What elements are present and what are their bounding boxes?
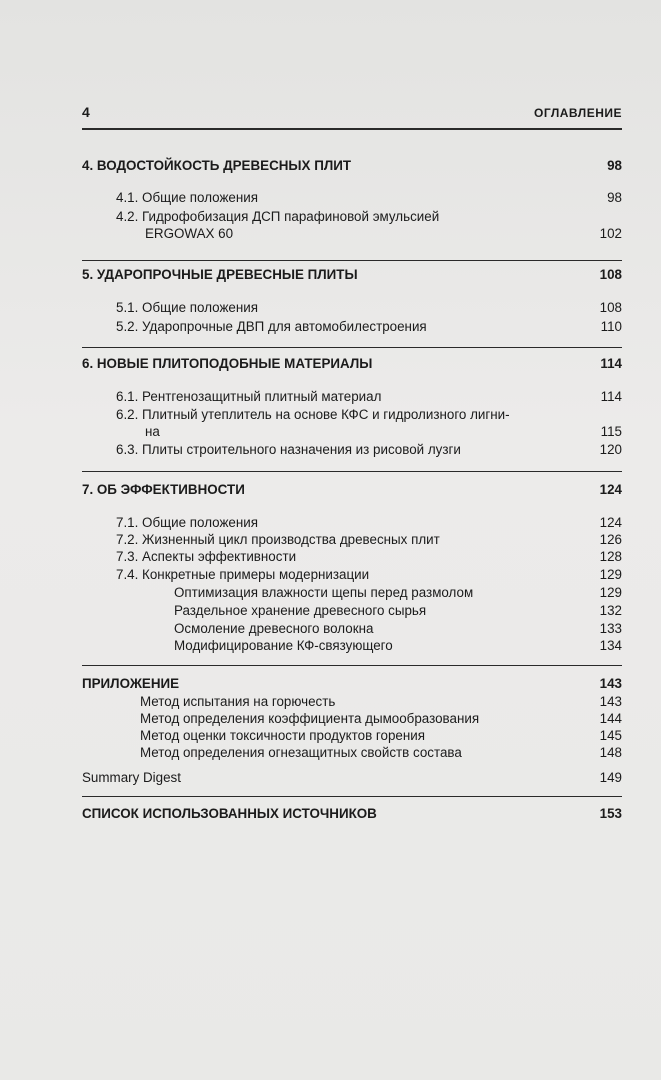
- item-page: 132: [599, 603, 622, 618]
- item-title: 7.2. Жизненный цикл производства древесных плит: [116, 532, 440, 547]
- section-divider: [82, 471, 622, 472]
- item-title: 7.1. Общие положения: [116, 515, 259, 530]
- toc-appendix-item[interactable]: [140, 744, 622, 761]
- section-divider: [82, 260, 622, 261]
- toc-subitem[interactable]: [174, 584, 622, 601]
- toc-item-4-1[interactable]: [116, 189, 622, 206]
- toc-item-4-2[interactable]: [116, 208, 622, 242]
- toc-appendix[interactable]: [82, 675, 622, 692]
- item-page: 129: [599, 567, 622, 582]
- item-page: 148: [599, 745, 622, 760]
- item-page: 144: [599, 711, 622, 726]
- item-page: 108: [599, 300, 622, 315]
- item-page: 126: [599, 532, 622, 547]
- toc-item-5-2[interactable]: [116, 318, 622, 335]
- item-title-cont: на: [145, 424, 160, 439]
- item-page: 149: [599, 770, 622, 785]
- section-title: 7. ОБ ЭФФЕКТИВНОСТИ: [82, 482, 245, 497]
- item-title: Оптимизация влажности щепы перед размолом: [174, 585, 474, 600]
- section-page: 124: [599, 482, 622, 497]
- toc-item-7-3[interactable]: [116, 548, 622, 565]
- item-title: Метод оценки токсичности продуктов горения: [140, 728, 425, 743]
- section-title: 4. ВОДОСТОЙКОСТЬ ДРЕВЕСНЫХ ПЛИТ: [82, 158, 352, 173]
- section-divider: [82, 347, 622, 348]
- toc-appendix-item[interactable]: [140, 693, 622, 710]
- item-title: Метод определения коэффициента дымообразования: [140, 711, 480, 726]
- item-title: 4.1. Общие положения: [116, 190, 259, 205]
- item-title: Метод определения огнезащитных свойств состава: [140, 745, 462, 760]
- section-page: 143: [599, 676, 622, 691]
- section-page: 98: [607, 158, 622, 173]
- item-title: 5.1. Общие положения: [116, 300, 259, 315]
- toc-item-7-4[interactable]: [116, 566, 622, 583]
- toc-item-6-1[interactable]: [116, 388, 622, 405]
- item-title: Осмоление древесного волокна: [174, 621, 374, 636]
- item-title-cont: ERGOWAX 60: [145, 226, 234, 241]
- section-page: 153: [599, 806, 622, 821]
- item-page: 145: [599, 728, 622, 743]
- item-title: 7.4. Конкретные примеры модернизации: [116, 567, 370, 582]
- section-title: 5. УДАРОПРОЧНЫЕ ДРЕВЕСНЫЕ ПЛИТЫ: [82, 267, 358, 282]
- toc-section-6[interactable]: [82, 355, 622, 372]
- section-title: ПРИЛОЖЕНИЕ: [82, 676, 180, 691]
- section-page: 114: [600, 356, 622, 371]
- toc-item-6-3[interactable]: [116, 441, 622, 458]
- item-title: 6.2. Плитный утеплитель на основе КФС и гидролизного лигни-: [116, 407, 510, 422]
- item-title: Модифицирование КФ-связующего: [174, 638, 393, 653]
- section-divider: [82, 796, 622, 797]
- section-title: 6. НОВЫЕ ПЛИТОПОДОБНЫЕ МАТЕРИАЛЫ: [82, 356, 373, 371]
- toc-item-5-1[interactable]: [116, 299, 622, 316]
- toc-appendix-item[interactable]: [140, 727, 622, 744]
- toc-appendix-item[interactable]: [140, 710, 622, 727]
- item-page: 110: [600, 319, 622, 334]
- item-page: 98: [607, 190, 622, 205]
- item-page: 115: [600, 424, 622, 439]
- toc-subitem[interactable]: [174, 602, 622, 619]
- toc-section-5[interactable]: [82, 266, 622, 283]
- toc-section-7[interactable]: [82, 481, 622, 498]
- toc-references[interactable]: [82, 805, 622, 822]
- item-page: 124: [599, 515, 622, 530]
- section-title: СПИСОК ИСПОЛЬЗОВАННЫХ ИСТОЧНИКОВ: [82, 806, 377, 821]
- toc-section-4[interactable]: [82, 157, 622, 174]
- item-page: 133: [599, 621, 622, 636]
- item-page: 134: [599, 638, 622, 653]
- item-title: 4.2. Гидрофобизация ДСП парафиновой эмульсией: [116, 209, 440, 224]
- item-title: 5.2. Ударопрочные ДВП для автомобилестроения: [116, 319, 427, 334]
- item-page: 120: [599, 442, 622, 457]
- item-page: 102: [599, 226, 622, 241]
- toc-item-7-1[interactable]: [116, 514, 622, 531]
- toc-subitem[interactable]: [174, 637, 622, 654]
- section-page: 108: [599, 267, 622, 282]
- page-header: [82, 104, 622, 126]
- item-page: 129: [599, 585, 622, 600]
- item-title: 6.1. Рентгенозащитный плитный материал: [116, 389, 382, 404]
- page-number: 4: [82, 104, 90, 120]
- item-title: Раздельное хранение древесного сырья: [174, 603, 427, 618]
- item-title: Summary Digest: [82, 770, 181, 785]
- toc-item-7-2[interactable]: [116, 531, 622, 548]
- item-title: 7.3. Аспекты эффективности: [116, 549, 297, 564]
- item-title: 6.3. Плиты строительного назначения из рисовой лузги: [116, 442, 461, 457]
- header-rule: [82, 128, 622, 130]
- toc-summary-digest[interactable]: [82, 769, 622, 786]
- running-title: ОГЛАВЛЕНИЕ: [533, 106, 622, 120]
- item-page: 114: [600, 389, 622, 404]
- toc-subitem[interactable]: [174, 620, 622, 637]
- item-page: 128: [599, 549, 622, 564]
- toc-item-6-2[interactable]: [116, 406, 622, 440]
- section-divider: [82, 665, 622, 666]
- item-title: Метод испытания на горючесть: [140, 694, 336, 709]
- item-page: 143: [599, 694, 622, 709]
